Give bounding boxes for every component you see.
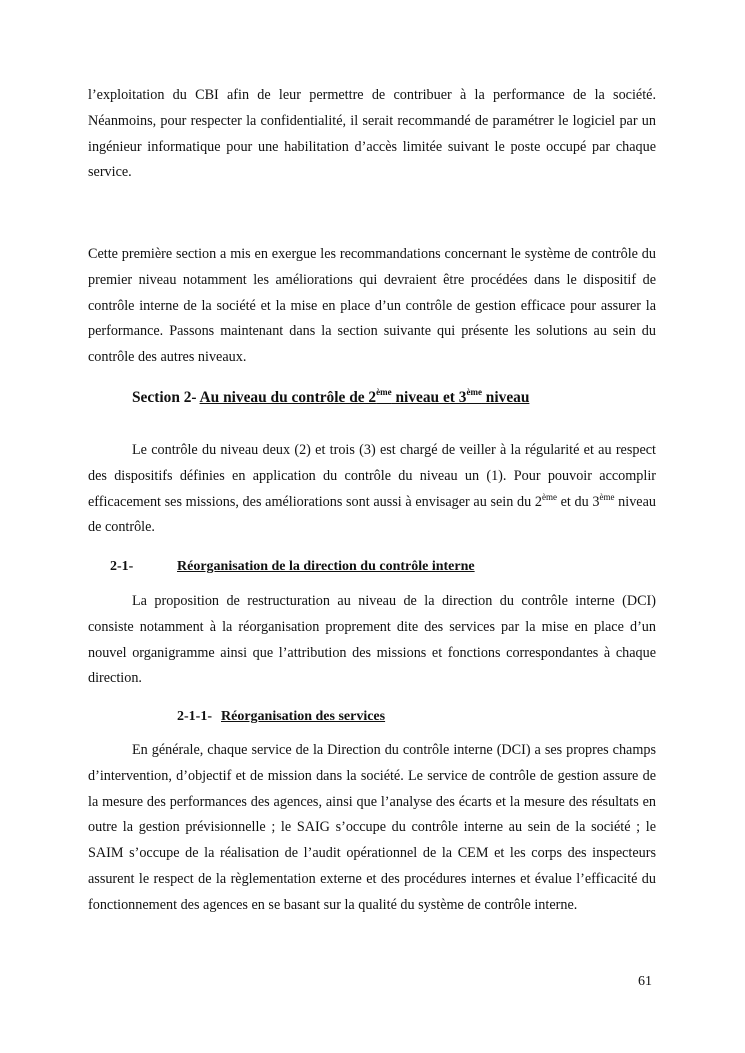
section-2-title-part2: niveau et 3 [391,389,467,406]
paragraph-cbi-exploitation: l’exploitation du CBI afin de leur permettre de contribuer à la performance de la société. Néanmoins, pour respecter la confidentialité, il serait recommandé de paramétrer le logiciel par un ingénieur informatique pour une habilitation d’accès limitée suivant le poste occupé par chaque service. [88,87,656,181]
section-2-underlined-title [200,389,530,406]
p3-sup-1: ème [541,491,557,502]
heading-2-1-1-title: Réorganisation des services [221,709,386,724]
p3-text-3: niveau de contrôle. [88,493,656,536]
heading-2-1-1-number: 2-1-1- [177,709,212,724]
section-2-prefix: Section 2- [132,389,200,406]
p3-text-1: Le contrôle du niveau deux (2) et trois (3) est chargé de veiller à la régularité et au respect des dispositifs définies en application du contrôle du niveau un (1). Pour pouvoir accomplir efficacement ses missions, des améliorations sont aussi à envisager au sein du 2 [88,442,656,510]
page-number: 61 [638,974,652,989]
p3-sup-2: ème [599,491,615,502]
paragraph-control-levels [88,438,656,541]
heading-2-1-title: Réorganisation de la direction du contrôle interne [177,559,475,574]
heading-2-1-number: 2-1- [110,559,134,574]
section-2-title-sup1: ème [376,387,392,397]
section-2-title-part3: niveau [481,389,530,406]
paragraph-dci-restructuring: La proposition de restructuration au niveau de la direction du contrôle interne (DCI) consiste notamment à la réorganisation proprement dite des services par la mise en place d’un nouvel organigramme ainsi que l’attribution des missions et fonctions correspondantes à chaque direction. [88,593,656,687]
p3-text-2: et du 3 [556,493,600,510]
section-2-title-part1: Au niveau du contrôle de 2 [199,389,377,406]
paragraph-section-summary: Cette première section a mis en exergue les recommandations concernant le système de contrôle du premier niveau notamment les améliorations qui devraient être procédées dans le dispositif de contrôle interne de la société et la mise en place d’un contrôle de gestion efficace pour assurer la performance. Passons maintenant dans la section suivante qui présente les solutions au sein du contrôle des autres niveaux. [88,246,656,366]
section-2-title [132,389,529,407]
paragraph-dci-services: En générale, chaque service de la Direction du contrôle interne (DCI) a ses propres champs d’intervention, d’objectif et de mission dans la société. Le service de contrôle de gestion assure de la mesure des performances des agences, ainsi que l’analyse des écarts et la mesure des résultats en outre la gestion prévisionnelle ; le SAIG s’occupe du contrôle interne au sein de la société ; le SAIM s’occupe de la réalisation de l’audit opérationnel de la CEM et les corps des inspecteurs assurent le respect de la règlementation externe et des procédures internes et évalue l’efficacité du fonctionnement des agences en se basant sur la qualité du système de contrôle interne. [88,742,656,913]
section-2-title-sup2: ème [466,387,482,397]
